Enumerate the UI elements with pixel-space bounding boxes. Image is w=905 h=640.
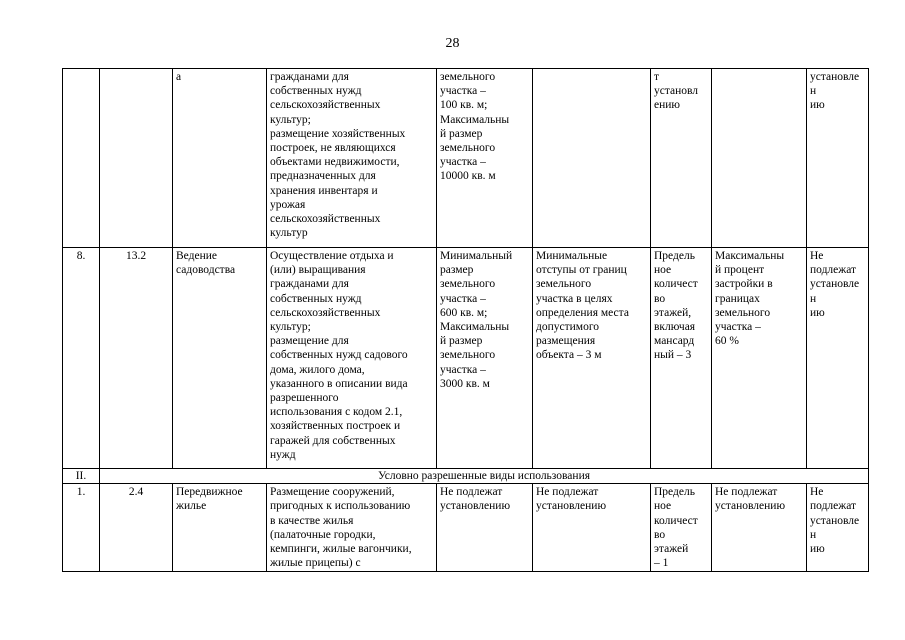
table-row [63, 484, 869, 572]
plot-size-cell: Минимальный размер земельного участка – 600 кв. м; Максимальны й размер земельного участка – 3000 кв. м [437, 248, 533, 469]
other-limits-cell: Не подлежат установлен ию [807, 248, 869, 469]
description-cell: Осуществление отдыха и (или) выращивания гражданами для собственных нужд сельскохозяйственных культур; размещение для собственных нужд садового дома, жилого дома, указанного в описании вида разрешенного использования с кодом 2.1, хозяйственных построек и гаражей для собственных нужд [267, 248, 437, 469]
setback-cell [533, 69, 651, 248]
use-type-cell: Передвижное жилье [173, 484, 267, 572]
plot-size-cell: Не подлежат установлению [437, 484, 533, 572]
section-row [63, 469, 869, 484]
floors-cell: Предель ное количест во этажей – 1 [651, 484, 712, 572]
coverage-cell [712, 69, 807, 248]
page-number: 28 [445, 36, 460, 51]
setback-cell: Минимальные отступы от границ земельного участка в целях определения места допустимого размещения объекта – 3 м [533, 248, 651, 469]
plot-size-cell: земельного участка – 100 кв. м; Максимальны й размер земельного участка – 10000 кв. м [437, 69, 533, 248]
code-cell: 2.4 [100, 484, 173, 572]
other-limits-cell: установлен ию [807, 69, 869, 248]
other-limits-cell: Не подлежат установлен ию [807, 484, 869, 572]
coverage-cell: Не подлежат установлению [712, 484, 807, 572]
row-number-cell: 1. [63, 484, 100, 572]
use-type-cell: а [173, 69, 267, 248]
table-row [63, 69, 869, 248]
table-row [63, 248, 869, 469]
row-number-cell [63, 69, 100, 248]
zoning-table [62, 68, 869, 572]
section-number-cell: II. [63, 469, 100, 484]
description-cell: гражданами для собственных нужд сельскохозяйственных культур; размещение хозяйственных построек, не являющихся объектами недвижимости, предназначенных для хранения инвентаря и урожая сельскохозяйственных культур [267, 69, 437, 248]
floors-cell: т установл ению [651, 69, 712, 248]
code-cell [100, 69, 173, 248]
setback-cell: Не подлежат установлению [533, 484, 651, 572]
section-title-cell: Условно разрешенные виды использования [100, 469, 869, 484]
description-cell: Размещение сооружений, пригодных к использованию в качестве жилья (палаточные городки, кемпинги, жилые вагончики, жилые прицепы) с [267, 484, 437, 572]
floors-cell: Предель ное количест во этажей, включая мансард ный – 3 [651, 248, 712, 469]
use-type-cell: Ведение садоводства [173, 248, 267, 469]
coverage-cell: Максимальны й процент застройки в границах земельного участка – 60 % [712, 248, 807, 469]
code-cell: 13.2 [100, 248, 173, 469]
row-number-cell: 8. [63, 248, 100, 469]
